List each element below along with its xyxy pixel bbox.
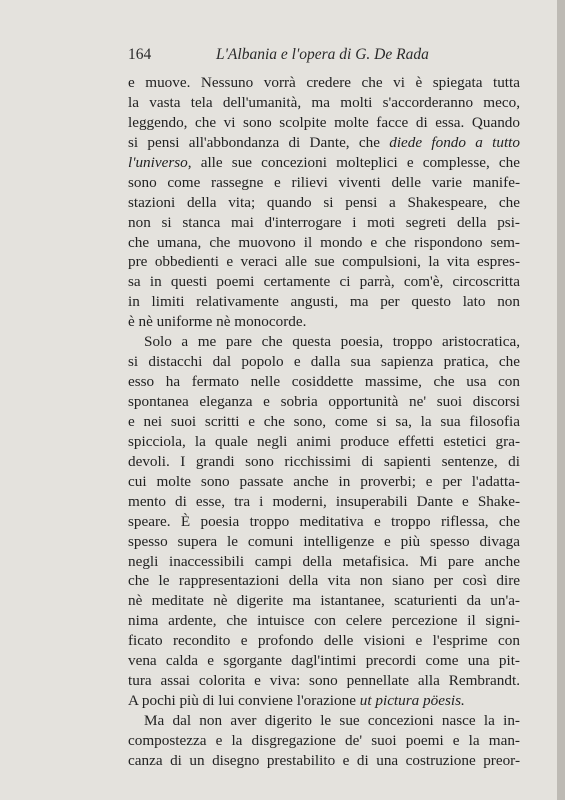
text-line bbox=[128, 631, 520, 651]
text-segment: nè meditate nè digerite ma istantanee, scaturienti da un'a- bbox=[128, 592, 520, 610]
text-segment: esso ha fermato nelle cosiddette massime, che usa con bbox=[128, 373, 520, 391]
text-line bbox=[128, 133, 520, 153]
text-segment: che umana, che muovono il mondo e che rispondono sem- bbox=[128, 233, 520, 251]
text-segment: vena calda e sgorgante dagl'intimi precordi come una pit- bbox=[128, 652, 520, 670]
text-line bbox=[128, 332, 520, 352]
text-line bbox=[128, 193, 520, 213]
text-line bbox=[128, 432, 520, 452]
text-line bbox=[128, 113, 520, 133]
text-segment: spontanea eleganza e sobria opportunità ne' suoi discorsi bbox=[128, 393, 520, 410]
text-line bbox=[128, 691, 520, 711]
body-text bbox=[128, 73, 520, 771]
text-line bbox=[128, 512, 520, 532]
text-segment: pre obbedienti e veraci alle sue compulsioni, la vita espres- bbox=[128, 253, 520, 271]
text-segment: si pensi all'abbondanza di Dante, che bbox=[128, 133, 390, 151]
text-line bbox=[128, 671, 520, 691]
paragraph bbox=[128, 73, 520, 332]
italic-text: ut pictura pöesis. bbox=[359, 692, 465, 710]
text-line bbox=[128, 233, 520, 253]
text-line bbox=[128, 272, 520, 292]
italic-text: l'universo bbox=[128, 153, 188, 171]
text-line bbox=[128, 711, 520, 731]
text-line bbox=[128, 591, 520, 611]
text-line bbox=[128, 73, 520, 93]
text-segment: devoli. I grandi sono ricchissimi di sapienti sentenze, di bbox=[128, 452, 520, 470]
text-line bbox=[128, 352, 520, 372]
text-segment: A pochi più di lui conviene l'orazione bbox=[128, 692, 360, 710]
text-line bbox=[128, 532, 520, 552]
text-line bbox=[128, 552, 520, 572]
text-segment: sono come rassegne e rilievi viventi delle varie manife- bbox=[128, 173, 520, 191]
paragraph bbox=[128, 711, 520, 771]
text-line bbox=[128, 173, 520, 193]
text-segment: speare. È poesia troppo meditativa e troppo riflessa, che bbox=[128, 512, 520, 530]
text-line bbox=[128, 93, 520, 113]
text-line bbox=[128, 472, 520, 492]
text-segment: sa in questi poemi certamente ci parrà, com'è, circoscritta bbox=[128, 273, 520, 291]
text-line bbox=[128, 292, 520, 312]
text-line bbox=[128, 153, 520, 173]
text-segment: in limiti relativamente angusti, ma per questo lato non bbox=[128, 293, 520, 311]
text-segment: si distacchi dal popolo e dalla sua sapienza pratica, che bbox=[128, 353, 520, 371]
text-line bbox=[128, 731, 520, 751]
text-segment: che le rappresentazioni della vita non siano per così dire bbox=[128, 572, 520, 590]
text-line bbox=[128, 412, 520, 432]
text-segment: e nei suoi scritti e che sono, come si sa, la sua filosofia bbox=[128, 412, 520, 430]
text-line bbox=[128, 452, 520, 472]
text-line bbox=[128, 751, 520, 771]
page-number: 164 bbox=[128, 46, 152, 63]
text-segment: cui molte sono passate anche in proverbi; e per l'adatta- bbox=[128, 472, 520, 490]
text-segment: leggendo, che vi sono scolpite molte facce di essa. Quando bbox=[128, 113, 520, 131]
text-line bbox=[128, 611, 520, 631]
text-segment: non si stanca mai d'interrogare i moti segreti della psi- bbox=[128, 213, 520, 231]
text-segment: stazioni della vita; quando si pensi a Shakespeare, che bbox=[128, 193, 520, 211]
text-line bbox=[128, 392, 520, 412]
text-line bbox=[128, 571, 520, 591]
text-line bbox=[128, 492, 520, 512]
paragraph bbox=[128, 332, 520, 711]
text-segment: ficato recondito e profondo delle visioni e l'esprime con bbox=[128, 632, 520, 650]
text-segment: , alle sue concezioni molteplici e complesse, che bbox=[187, 153, 520, 171]
italic-text: diede fondo a tutto bbox=[389, 133, 520, 151]
text-segment: è nè uniforme nè monocorde. bbox=[128, 313, 307, 331]
text-segment: spicciola, la quale negli animi produce effetti estetici gra- bbox=[128, 432, 520, 450]
running-title: L'Albania e l'opera di G. De Rada bbox=[216, 46, 429, 63]
text-segment: tura assai colorita e viva: sono pennellate alla Rembrandt. bbox=[128, 672, 520, 690]
text-segment: canza di un disegno prestabilito e di una costruzione preor- bbox=[128, 751, 520, 769]
text-segment: e muove. Nessuno vorrà credere che vi è spiegata tutta bbox=[128, 74, 520, 91]
text-segment: spesso supera le comuni intelligenze e più spesso divaga bbox=[128, 532, 520, 550]
text-segment: Solo a me pare che questa poesia, troppo aristocratica, bbox=[144, 333, 520, 351]
text-segment: Ma dal non aver digerito le sue concezioni nasce la in- bbox=[144, 712, 520, 729]
text-segment: mento di esse, tra i moderni, insuperabili Dante e Shake- bbox=[128, 492, 520, 510]
text-line bbox=[128, 213, 520, 233]
text-segment: nima ardente, che intuisce con celere percezione il signi- bbox=[128, 612, 520, 630]
text-line bbox=[128, 252, 520, 272]
text-segment: negli inaccessibili campi della metafisica. Mi pare anche bbox=[128, 552, 520, 570]
text-line bbox=[128, 651, 520, 671]
text-line bbox=[128, 312, 520, 332]
text-line bbox=[128, 372, 520, 392]
text-segment: compostezza e la disgregazione de' suoi poemi e la man- bbox=[128, 731, 520, 749]
text-segment: la vasta tela dell'umanità, ma molti s'accorderanno meco, bbox=[128, 93, 520, 111]
